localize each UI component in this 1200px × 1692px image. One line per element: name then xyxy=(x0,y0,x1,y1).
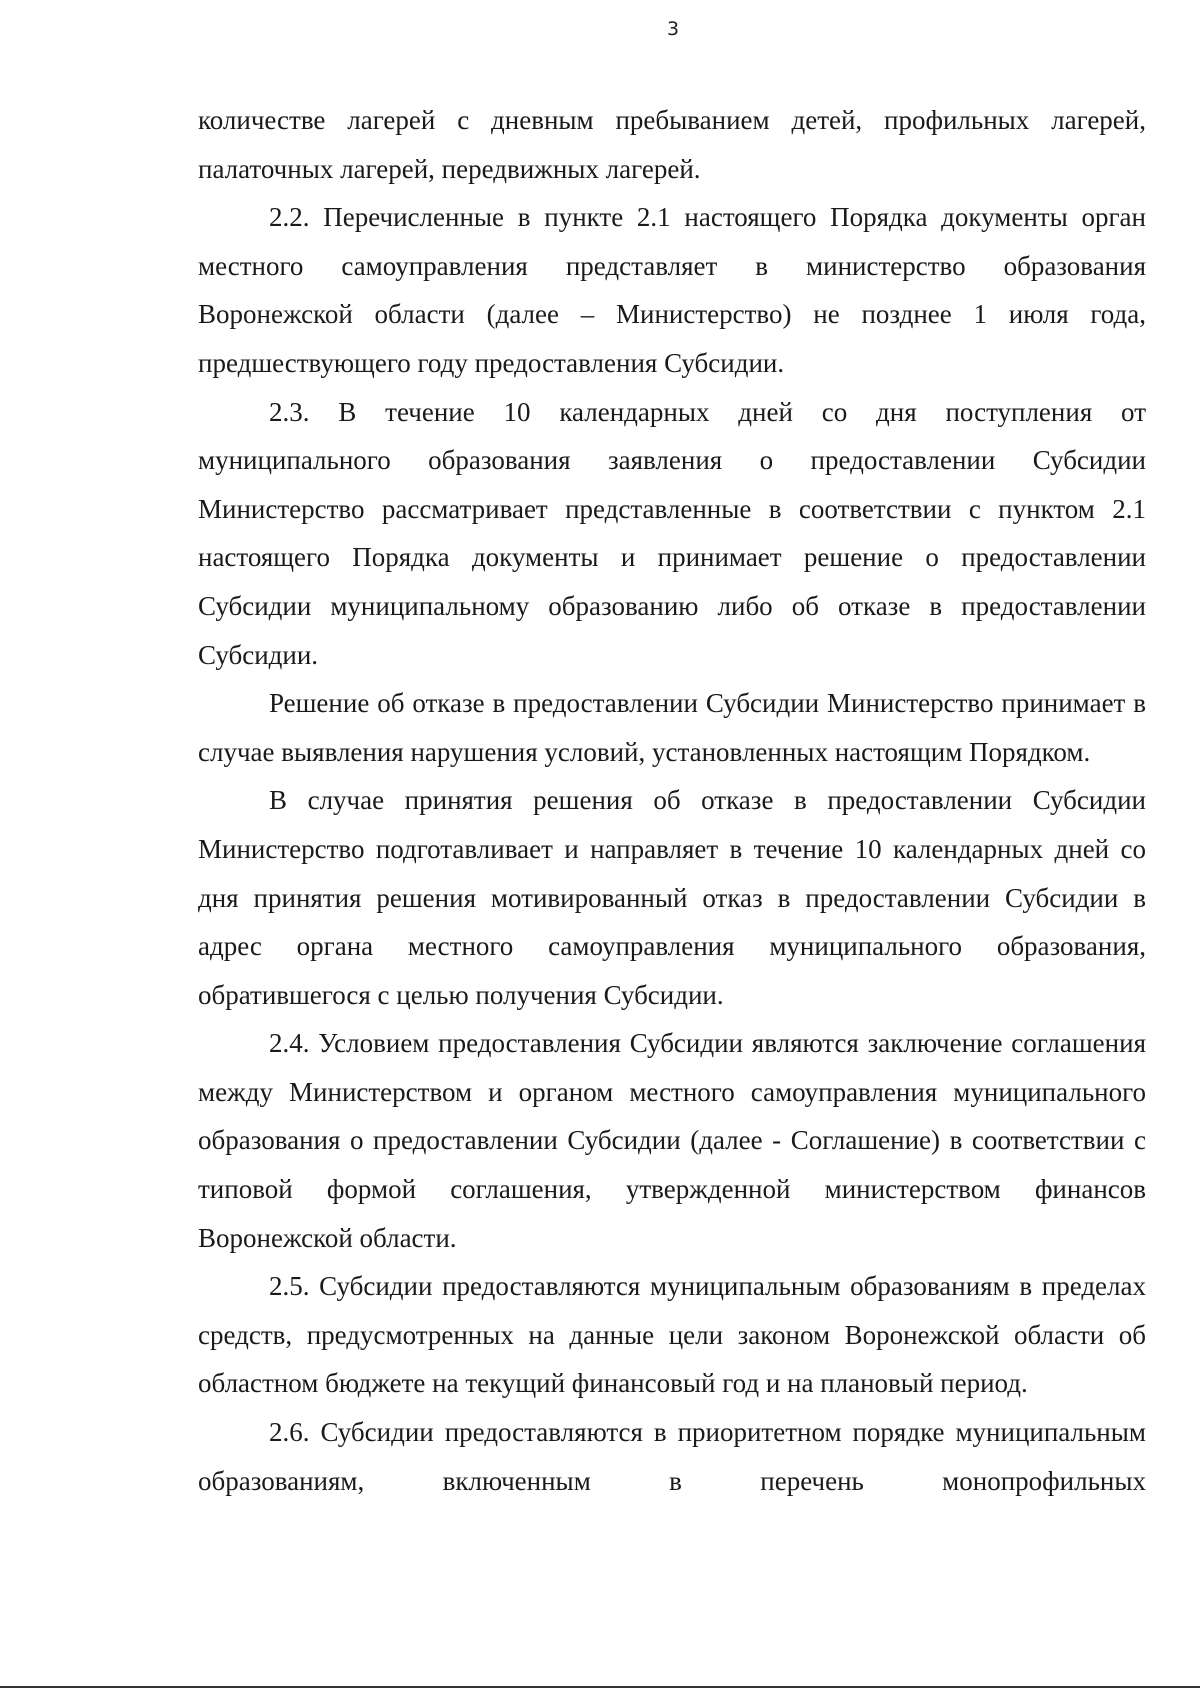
paragraph-2-2: 2.2. Перечисленные в пункте 2.1 настоящего Порядка документы орган местного самоуправления представляет в министерство образования Воронежской области (далее – Министерство) не позднее 1 июля года, предшествующего году предоставления Субсидии. xyxy=(198,202,1146,378)
page-bottom-rule xyxy=(0,1686,1200,1688)
paragraph-refusal-decision: Решение об отказе в предоставлении Субсидии Министерство принимает в случае выявления нарушения условий, установленных настоящим Порядком. xyxy=(198,688,1146,767)
page-number: 3 xyxy=(666,18,680,40)
paragraph-2-5: 2.5. Субсидии предоставляются муниципальным образованиям в пределах средств, предусмотренных на данные цели законом Воронежской области об областном бюджете на текущий финансовый год и на плановый период. xyxy=(198,1271,1146,1399)
paragraph-2-6: 2.6. Субсидии предоставляются в приоритетном порядке муниципальным образованиям, включенным в перечень монопрофильных xyxy=(198,1417,1146,1496)
paragraph-2-4: 2.4. Условием предоставления Субсидии являются заключение соглашения между Министерством и органом местного самоуправления муниципального образования о предоставлении Субсидии (далее - Соглашение) в соответствии с типовой формой соглашения, утвержденной министерством финансов Воронежской области. xyxy=(198,1028,1146,1253)
paragraph-continuation: количестве лагерей с дневным пребыванием детей, профильных лагерей, палаточных лагерей, передвижных лагерей. xyxy=(198,105,1146,184)
document-body xyxy=(198,96,1146,1505)
paragraph-2-3: 2.3. В течение 10 календарных дней со дня поступления от муниципального образования заявления о предоставлении Субсидии Министерство рассматривает представленные в соответствии с пунктом 2.1 настоящего Порядка документы и принимает решение о предоставлении Субсидии муниципальному образованию либо об отказе в предоставлении Субсидии. xyxy=(198,396,1146,670)
paragraph-refusal-notice: В случае принятия решения об отказе в предоставлении Субсидии Министерство подготавливает и направляет в течение 10 календарных дней со дня принятия решения мотивированный отказ в предоставлении Субсидии в адрес органа местного самоуправления муниципального образования, обратившегося с целью получения Субсидии. xyxy=(198,785,1146,1010)
